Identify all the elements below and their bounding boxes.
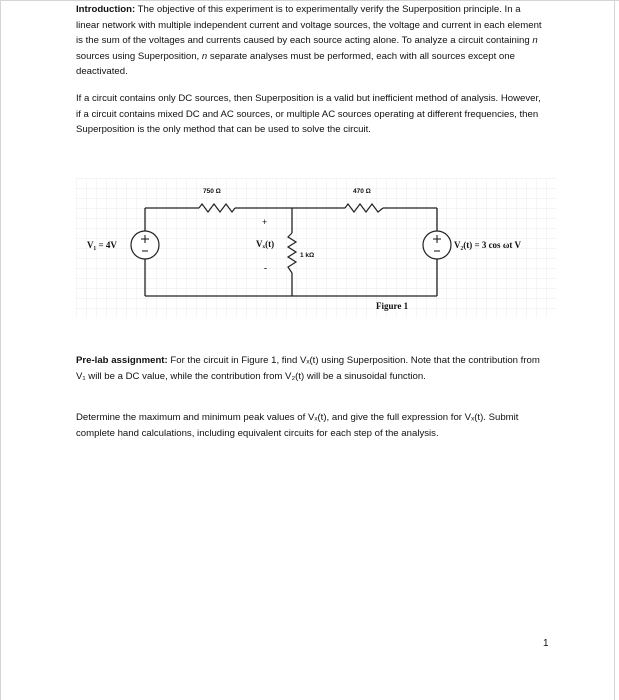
page-edge-left: [0, 0, 1, 700]
resistor-1k-label: 1 kΩ: [300, 252, 315, 259]
page-edge-right: [614, 0, 615, 700]
introduction-text: The objective of this experiment is to experimentally verify the Superposition principle. In a linear network with multiple independent current and voltage sources, the voltage and current in each element is the sum of the voltages and currents caused by each source acting alone. To analyze a circuit containing: [76, 4, 542, 47]
vx-label: Vₓ(t): [256, 239, 275, 249]
page-number: 1: [543, 638, 549, 649]
introduction-label: Introduction:: [76, 4, 136, 15]
dc-ac-paragraph: If a circuit contains only DC sources, then Superposition is a valid but inefficient method of analysis. However, if a circuit contains mixed DC and AC sources, or multiple AC sources operating at different frequencies, then Superposition is the only method that can be used to solve the circuit.: [76, 93, 541, 136]
v1-label: V₁ = 4V: [87, 240, 117, 250]
prelab-paragraph: [76, 353, 546, 384]
page-edge-top: [0, 0, 619, 1]
vx-minus-sign: -: [264, 263, 267, 273]
figure-caption: Figure 1: [376, 301, 409, 311]
n-variable-2: n: [201, 50, 208, 62]
prelab-text: For the circuit in Figure 1, find Vₓ(t) using Superposition. Note that the contribution from V₁ will be a DC value, while the contribution from V₂(t) will be a sinusoidal function.: [76, 355, 540, 382]
resistor-470-label: 470 Ω: [353, 188, 371, 195]
voltage-source-v2-icon: [423, 231, 451, 259]
circuit-figure: [76, 178, 556, 318]
determine-paragraph: Determine the maximum and minimum peak values of Vₓ(t), and give the full expression for Vₓ(t). Submit complete hand calculations, including equivalent circuits for each step of the analysis.: [76, 412, 519, 439]
introduction-text-3: separate analyses must be performed, each with all sources except one deactivated.: [76, 50, 515, 78]
voltage-source-v1-icon: [131, 231, 159, 259]
resistor-750-label: 750 Ω: [203, 188, 221, 195]
vx-plus-sign: +: [262, 217, 268, 227]
prelab-label: Pre-lab assignment:: [76, 355, 168, 366]
introduction-paragraph: [76, 2, 546, 80]
v2-label: V₂(t) = 3 cos ωt V: [454, 240, 521, 250]
n-variable: n: [532, 35, 538, 47]
introduction-text-2: sources using Superposition,: [76, 50, 200, 62]
